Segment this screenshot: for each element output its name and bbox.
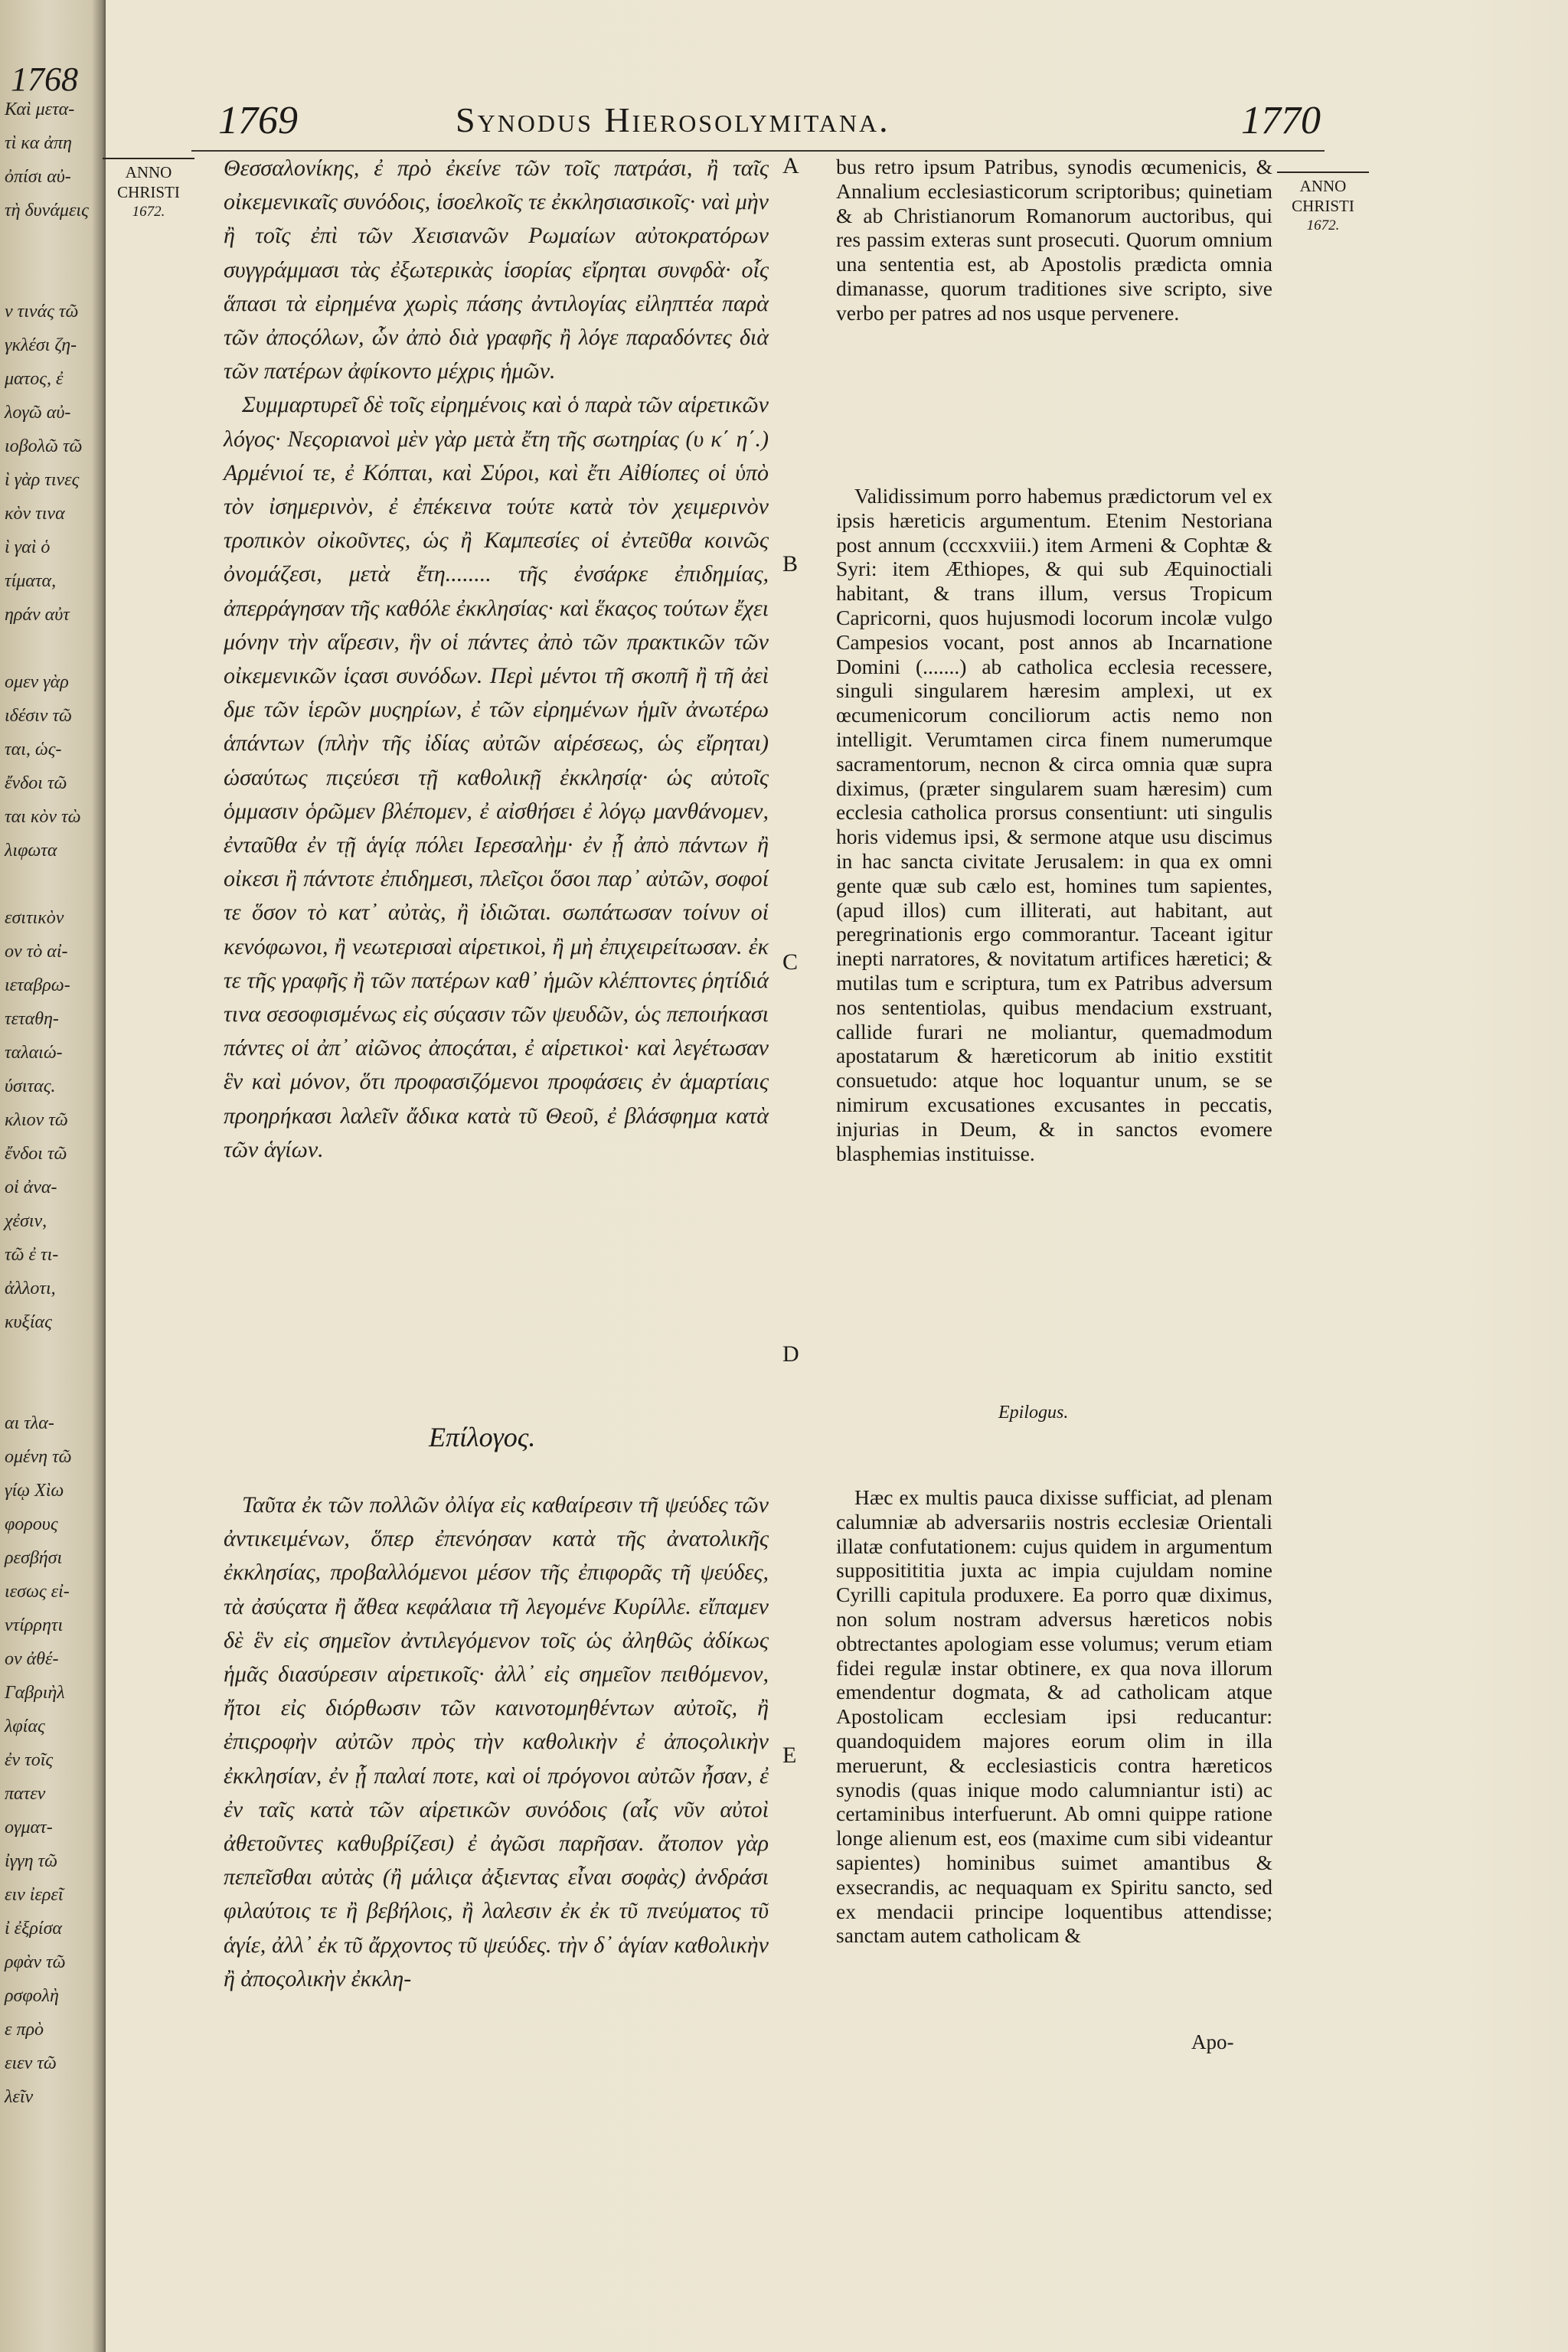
previous-page-fragment: ὀπίσι αὐ- [5, 167, 71, 187]
previous-page-fragment: κυξίας [5, 1312, 52, 1332]
anno-christi-left [103, 158, 194, 222]
previous-page-edge [0, 0, 106, 2352]
latin-paragraph: bus retro ipsum Patribus, synodis œcumenicis, & Annalium ecclesiasticorum scriptoribus; quinetiam & ab Christianorum Romanorum auctoribus, qui res passim exteras sunt prosecuti. Quorum omnium una sententia est, ab Apostolis prædicta omnia dimanasse, quorum traditiones sive scripto, sive verbo per patres ad nos usque pervenere. [836, 155, 1272, 325]
previous-page-fragment: τίματα, [5, 571, 57, 591]
greek-paragraph: Θεσσαλονίκης, ἐ πρὸ ἐκείνε τῶν τοῖς πατράσι, ἢ ταῖς οἰκεμενικαῖς συνόδοις, ἱσοελκοῖς τε ἐκκλησιασικοῖς· ναὶ μὴν ἢ τοῖς ἐπὶ τῶν Χεισιανῶν Ρωμαίων αὐτοκρατόρων συγγράμμασι τὰς ἐξωτερικὰς ἱσορίας εἴρηται συνφδὰ· οἷς ἅπασι τὰ εἰρημένα χωρὶς πάσης ἀντιλογίας εἰληπτέα παρὰ τῶν ἀποςόλων, ὧν ἀπὸ διὰ γραφῆς ἢ λόγε παραδόντες διὰ τῶν πατέρων ἀφίκοντο μέχρις ἡμῶν. [224, 155, 769, 384]
previous-page-fragment: ται, ὡς- [5, 740, 62, 760]
previous-page-fragment: ἰγγη τῶ [5, 1851, 58, 1871]
previous-page-fragment: ογματ- [5, 1818, 53, 1838]
previous-page-fragment: λιφωτα [5, 841, 57, 861]
previous-page-fragment: ἀλλοτι, [5, 1279, 56, 1298]
previous-page-fragment: ομεν γὰρ [5, 672, 69, 692]
previous-page-fragment: ον τὸ αἰ- [5, 942, 68, 962]
previous-page-fragment: εσιτικὸν [5, 908, 64, 928]
previous-page-fragment: αι τλα- [5, 1413, 54, 1433]
previous-page-fragment: κὸν τινα [5, 504, 65, 524]
anno-year: 1672. [132, 204, 165, 220]
previous-page-fragment: ν τινάς τῶ [5, 302, 79, 322]
greek-epilogue-column [224, 1488, 769, 1996]
greek-epilogue-heading: Επίλογος. [429, 1422, 536, 1452]
previous-page-number: 1768 [11, 60, 78, 98]
previous-page-fragment: ιοβολῶ τῶ [5, 436, 83, 456]
christi-label: CHRISTI [1292, 197, 1354, 215]
previous-page-fragment: Γαβριὴλ [5, 1683, 65, 1703]
previous-page-fragment: γκλέσι ζη- [5, 335, 77, 355]
previous-page-fragment: λεῖν [5, 2087, 34, 2107]
previous-page-fragment: ταλαιώ- [5, 1043, 63, 1063]
running-title: Synodus Hierosolymitana. [456, 100, 890, 139]
previous-page-fragment: ἰ ἐξρίσα [5, 1919, 63, 1939]
previous-page-fragment: ὶ γαὶ ὁ [5, 537, 51, 557]
latin-epilogue-heading: Epilogus. [998, 1403, 1069, 1423]
latin-epilogue-text: Hæc ex multis pauca dixisse sufficiat, ad plenam calumniæ ab adversariis nostris ecclesiæ Orientali illatæ confutationem: cujus quidem in argumentum suppositititia juxta ac impia cujuldam nomine Cyrilli capitula produxere. Ea porro quæ diximus, non solum nostram adversus hæreticos nobis obtrectantes apologiam esse volumus; verum etiam fidei regulæ instar obtinere, ex qua nova illorum emendentur dogmata, & ad catholicam atque Apostolicam ecclesiam ipsi reducantur: quandoquidem majores eorum olim in illa meruerunt, & ecclesiasticis contra hæreticos synodis (quas inique modo calumniantur isti) ac certaminibus interfuerunt. Ab omni quippe ratione longe alienum est, eos (maxime cum sibi videantur sapientes) hominibus suimet amantibus & exsecrandis, ac nequaquam ex Spiritu sancto, sed ex mendacii principe loquentibus attendisse; sanctam autem catholicam & [836, 1485, 1272, 1948]
latin-epilogue-column [836, 1485, 1272, 1948]
previous-page-fragment: ἐν τοῖς [5, 1750, 54, 1770]
previous-page-fragment: λογῶ αὐ- [5, 403, 71, 423]
page-header [218, 92, 1321, 145]
previous-page-fragment: ειν ἰερεῖ [5, 1885, 64, 1905]
previous-page-fragment: τῶ ἐ τι- [5, 1245, 59, 1265]
previous-page-fragment: ματος, ἐ [5, 369, 64, 389]
previous-page-fragment: ρεσβήσι [5, 1548, 63, 1568]
previous-page-fragment: τὴ δυνάμεις [5, 201, 89, 220]
section-marker-a: A [782, 153, 799, 178]
section-marker-e: E [782, 1743, 797, 1768]
previous-page-fragment: χἐσιν, [5, 1211, 47, 1231]
latin-paragraph: Validissimum porro habemus prædictorum vel ex ipsis hæreticis argumentum. Etenim Nestoriana post annum (cccxxviii.) item Armeni & Cophtæ & Syri: item Æthiopes, & qui sub Æquinoctiali habitant, & trans illum, versus Tropicum Capricorni, quos hujusmodi locorum incolæ vulgo Campesios vocant, post annos ab Incarnatione Domini (.......) ab catholica ecclesia recessere, singuli singularem hæresim amplexi, ut ex œcumenicorum conciliorum actis nemo non intelligit. Verumtamen circa finem numerumque sacramentorum, necnon & circa omnia quæ supra diximus, (præter singularem suam hæresim) cum ecclesia catholica prorsus consentiunt: uti singulis horis videmus ipsi, & sermone atque usu discimus in hac sancta civitate Jerusalem: in qua ex omni gente quæ sub cælo est, homines tum sapientes, (apud illos) cum illiterati, aut habitant, aut peregrinationis ergo commorantur. Taceant igitur inepti narratores, & novitatum artifices hæretici; & mutilas tum e scriptura, tum ex Patribus adversum nos sententiolas, quibus mendacium exstruant, callide furari ne moliantur, quemadmodum apostatarum & hæreticorum ab initio exstitit consuetudo: atque hoc loquantur unum, se se nimirum excusationes excusantes in peccatis, injurias in Deum, & in sanctos evomere blasphemias instituisse. [836, 484, 1272, 1165]
previous-page-fragment: ντίρρητι [5, 1615, 64, 1635]
previous-page-fragment: ομένη τῶ [5, 1447, 72, 1467]
section-marker-b: B [782, 551, 799, 577]
previous-page-fragment: ιεσως εἰ- [5, 1582, 70, 1602]
previous-page-fragment: ηράν αὐτ [5, 605, 70, 625]
section-marker-d: D [782, 1341, 799, 1367]
previous-page-fragment: Καὶ μετα- [5, 100, 75, 119]
previous-page-fragment: ιεταβρω- [5, 975, 70, 995]
previous-page-fragment: ἔνδοι τῶ [5, 773, 67, 793]
christi-label: CHRISTI [117, 183, 180, 201]
latin-column-middle [836, 484, 1272, 1165]
previous-page-fragment: ὶ γὰρ τινες [5, 470, 80, 490]
greek-epilogue-text: Ταῦτα ἐκ τῶν πολλῶν ὀλίγα εἰς καθαίρεσιν τῆ ψεύδες τῶν ἀντικειμένων, ὅπερ ἐπενόησαν κατὰ τῆς ἀνατολικῆς ἐκκλησίας, προβαλλόμενοι μέσον τῆς ἐπιφορᾶς τῆ ψεύδες, τὰ ἀσύςατα ἢ ἄθεα κεφάλαια τῆ λεγομένε Κυρίλλε. εἴπαμεν δὲ ἓν εἰς σημεῖον ἀντιλεγόμενον τοῖς ὡς ἀληθῶς ἀδίκως ἡμᾶς διασύρεσιν αἱρετικοῖς· ἀλλ᾽ εἰς σημεῖον πειθόμενον, ἤτοι εἰς διόρθωσιν τῶν καινοτομηθέντων αὐτοῖς, ἢ ἐπιςροφὴν αὐτῶν πρὸς τὴν καθολικὴν ἐ ἀποςολικὴν ἐκκλησίαν, ἐν ᾗ παλαί ποτε, καὶ οἱ πρόγονοι αὐτῶν ἦσαν, ἐ ἐν ταῖς κατὰ τῶν αἱρετικῶν συνόδοις (αἷς νῦν αὐτοὶ ἀθετοῦντες καθυβρίζεσι) ἐ ἀγῶσι παρῆσαν. ἄτοπον γὰρ πεπεῖσθαι αὐτὰς (ἢ μάλιςα ἀξιεντας εἶναι σοφὰς) ἀνδράσι φιλαύτοις τε ἢ βεβήλοις, ἢ λαλεσιν ἐκ ἐκ τῦ πνεύματος τῦ ἁγίε, ἀλλ᾽ ἐκ τῦ ἄρχοντος τῦ ψεύδες. τὴν δ᾽ ἁγίαν καθολικὴν ἢ ἀποςολικὴν ἐκκλη- [224, 1492, 769, 1991]
previous-page-fragment: ε πρὸ [5, 2020, 44, 2040]
previous-page-fragment: τεταθη- [5, 1009, 59, 1029]
previous-page-fragment: πατεν [5, 1784, 46, 1804]
catchword: Apo- [1191, 2030, 1234, 2053]
previous-page-fragment: τὶ κα ἀπη [5, 133, 72, 153]
greek-paragraph: Συμμαρτυρεῖ δὲ τοῖς εἰρημένοις καὶ ὁ παρὰ τῶν αἱρετικῶν λόγος· Νεςοριανοὶ μὲν γὰρ μετὰ ἔτη τῆς σωτηρίας (υ κ΄ η΄.) Αρμένιοί τε, ἐ Κόπται, καὶ Σύροι, καὶ ἔτι Αἰθίοπες οἱ ὑπὸ τὸν ἰσημερινὸν, ἐ ἐπέκεινα τούτε κατὰ τὸν χειμερινὸν τροπικὸν οἰκοῦντες, ὡς ἢ Καμπεσίες οἱ ἐντεῦθα κοινῶς ὀνομάζεσι, μετὰ ἔτη........ τῆς ἐνσάρκε ἐπιδημίας, ἀπερράγησαν τῆς καθόλε ἐκκλησίας· καὶ ἕκαςος τούτων ἔχει μόνην τὴν αἵρεσιν, ἣν οἱ πάντες ἀπὸ τῶν πρακτικῶν τῶν οἰκεμενικῶν ἱςασι συνόδων. Περὶ μέντοι τῆ σκοπῆ ἢ τῆ ἀεὶ δμε τῶν ἱερῶν μυςηρίων, ἐ τῶν εἰρημένων ἡμῖν ἀνωτέρω ἁπάντων (πλὴν τῆς ἰδίας αὐτῶν αἱρέσεως, ὡς εἴρηται) ὡσαύτως πιςεύεσι τῇ καθολικῇ ἐκκλησίᾳ· ὡς αὐτοῖς ὁμμασιν ὁρῶμεν βλέπομεν, ἐ αἰσθήσει ἐ λόγῳ μανθάνομεν, ἐνταῦθα ἐν τῇ ἁγίᾳ πόλει Ιερεσαλὴμ· ἐν ᾗ ἀπὸ πάντων ἢ οἰκεσι ἢ πάντοτε ἐπιδημεσι, πλεῖςοι ὅσοι παρ᾽ αὐτῶν, σοφοί τε ὅσον τὸ κατ᾽ αὐτὰς, ἢ ἰδιῶται. σωπάτωσαν τοίνυν οἱ κενόφωνοι, ἢ νεωτερισαὶ αἱρετικοὶ, ἢ μὴ ἐπιχειρείτωσαν. ἐκ τε τῆς γραφῆς ἢ τῶν πατέρων καθ᾽ ἡμῶν κλέπτοντες ῥητίδιά τινα σεσοφισμένως εἰς σύςασιν τῶν ψευδῶν, ὡς πεποιήκασι πάντες οἱ ἀπ᾽ αἰῶνος ἀποςάται, ἐ αἱρετικοὶ· καὶ λεγέτωσαν ἓν καὶ μόνον, ὅτι προφασιζόμενοι προφάσεις ἐν ἁμαρτίαις προηρήκασι λαλεῖν ἄδικα κατὰ τῦ Θεοῦ, ἐ βλάσφημα κατὰ τῶν ἁγίων. [224, 392, 769, 1162]
anno-year: 1672. [1306, 217, 1340, 234]
latin-column-top [836, 155, 1272, 325]
previous-page-fragment: ἔνδοι τῶ [5, 1144, 67, 1164]
section-marker-c: C [782, 949, 799, 975]
anno-christi-right [1277, 172, 1369, 236]
previous-page-fragment: φορους [5, 1514, 58, 1534]
anno-label: ANNO [125, 163, 172, 181]
left-page-number: 1769 [218, 99, 298, 142]
previous-page-fragment: λφίας [5, 1717, 45, 1736]
previous-page-fragment: γίῳ Χὶω [5, 1481, 64, 1501]
previous-page-fragment: κλιον τῶ [5, 1110, 68, 1130]
previous-page-fragment: ιδέσιν τῶ [5, 706, 72, 726]
previous-page-fragment: ον ἀθέ- [5, 1649, 59, 1669]
right-page-number: 1770 [1241, 99, 1321, 142]
previous-page-fragment: οἱ ἀνα- [5, 1178, 57, 1197]
previous-page-fragment: ρσφολὴ [5, 1986, 59, 2006]
previous-page-fragment: ται κὸν τὼ [5, 807, 81, 827]
previous-page-fragment: ρφὰν τῶ [5, 1952, 66, 1972]
anno-label: ANNO [1299, 177, 1347, 195]
previous-page-fragment: ειεν τῶ [5, 2053, 57, 2073]
previous-page-fragment: ύσιτας. [5, 1076, 56, 1096]
greek-column [224, 152, 769, 1167]
